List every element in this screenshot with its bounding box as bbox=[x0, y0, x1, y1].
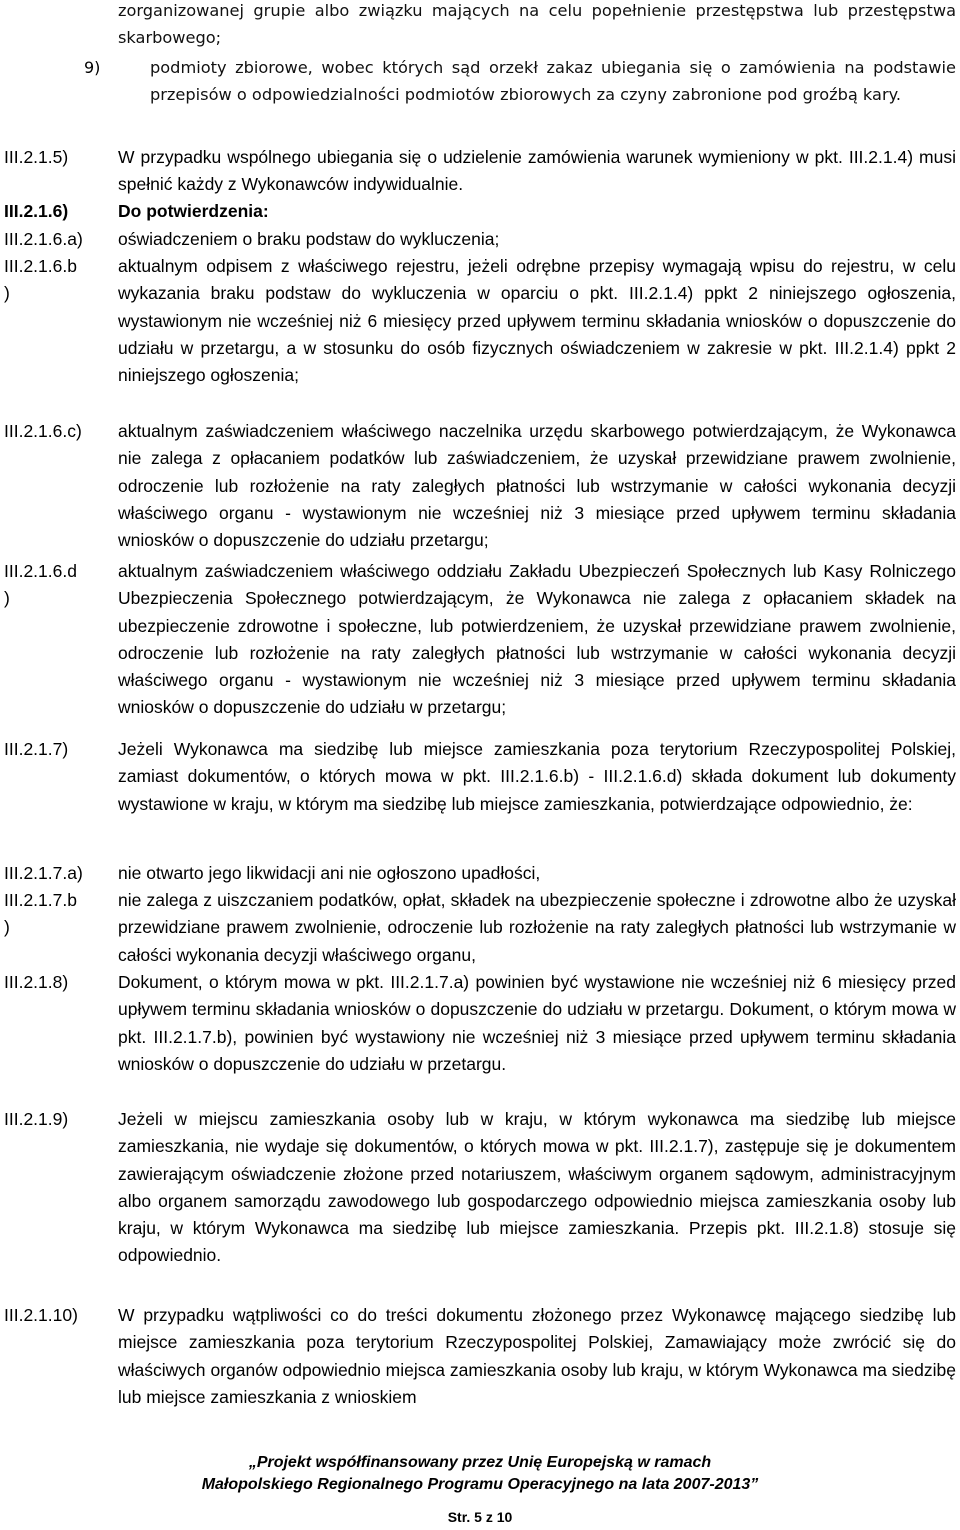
section-text: aktualnym zaświadczeniem właściwego naczelnika urzędu skarbowego potwierdzającym, że Wykonawca nie zalega z opłacaniem podatków lub zaświadczeniem, że uzyskał przewidziane prawem zwolnienie, odroczenie lub rozłożenie na raty zaległych płatności lub wstrzymanie w całości wykonania decyzji właściwego organu - wystawionym nie wcześniej niż 3 miesiące przed upływem terminu składania wniosków o dopuszczenie do udziału przetargu; bbox=[118, 421, 956, 551]
section-label: III.2.1.6.d ) bbox=[4, 561, 77, 609]
section-text: oświadczeniem o braku podstaw do wykluczenia; bbox=[118, 229, 500, 249]
item-9-text: podmioty zbiorowe, wobec których sąd orzekł zakaz ubiegania się o zamówienia na podstawie przepisów o odpowiedzialności podmiotów zbiorowych za czyny zabronione pod groźbą kary. bbox=[150, 58, 956, 104]
section-label: III.2.1.7) bbox=[4, 739, 69, 759]
section-text: Jeżeli w miejscu zamieszkania osoby lub w kraju, w którym wykonawca ma siedzibę lub miejsce zamieszkania, nie wydaje się dokumentów, o których mowa w pkt. III.2.1.7), zastępuje się je dokumentem zawierającym oświadczenie złożone przed notariuszem, właściwym organem sądowym, administracyjnym albo organem samorządu zawodowego lub gospodarczego odpowiednio miejsca zamieszkania osoby lub kraju, w którym Wykonawca ma siedzibę lub miejsce zamieszkania. Przepis pkt. III.2.1.8) stosuje się odpowiednio. bbox=[118, 1109, 956, 1266]
section-text: aktualnym odpisem z właściwego rejestru, jeżeli odrębne przepisy wymagają wpisu do rejestru, w celu wykazania braku podstaw do wykluczenia w oparciu o pkt. III.2.1.4) ppkt 2 niniejszego ogłoszenia, wystawionym nie wcześniej niż 6 miesięcy przed upływem terminu składania wniosków o dopuszczenie do udziału w przetargu, a w stosunku do osób fizycznych oświadczeniem w zakresie w pkt. III.2.1.4) ppkt 2 niniejszego ogłoszenia; bbox=[118, 256, 956, 386]
section-label: III.2.1.9) bbox=[4, 1109, 69, 1129]
item-9-number: 9) bbox=[84, 58, 101, 77]
section-label: III.2.1.5) bbox=[4, 147, 69, 167]
section-text: W przypadku wspólnego ubiegania się o udzielenie zamówienia warunek wymieniony w pkt. III.2.1.4) musi spełnić każdy z Wykonawców indywidualnie. bbox=[118, 147, 956, 195]
section-label: III.2.1.6.a) bbox=[4, 229, 83, 249]
section-label: III.2.1.7.a) bbox=[4, 863, 83, 883]
top-fragment: zorganizowanej grupie albo związku mających na celu popełnienie przestępstwa lub przestępstwa skarbowego; bbox=[118, 1, 956, 47]
section-label: III.2.1.6.c) bbox=[4, 421, 82, 441]
section-text: Do potwierdzenia: bbox=[118, 201, 269, 221]
section-label: III.2.1.10) bbox=[4, 1305, 78, 1325]
section-label: III.2.1.6) bbox=[4, 201, 69, 221]
section-label: III.2.1.8) bbox=[4, 972, 69, 992]
page-number: Str. 5 z 10 bbox=[447, 1509, 513, 1525]
section-label: III.2.1.7.b ) bbox=[4, 890, 77, 938]
footer-line-2: Małopolskiego Regionalnego Programu Operacyjnego na lata 2007-2013” bbox=[201, 1476, 759, 1493]
section-label: III.2.1.6.b ) bbox=[4, 256, 77, 304]
section-text: Dokument, o którym mowa w pkt. III.2.1.7.a) powinien być wystawione nie wcześniej niż 6 miesięcy przed upływem terminu składania wniosków o dopuszczenie do udziału w przetargu. Dokument, o którym mowa w pkt. III.2.1.7.b), powinien być wystawiony nie wcześniej niż 3 miesiące przed upływem terminu składania wniosków o dopuszczenie do udziału w przetargu. bbox=[118, 972, 956, 1074]
section-text: W przypadku wątpliwości co do treści dokumentu złożonego przez Wykonawcę mającego siedzibę lub miejsce zamieszkania poza terytorium Rzeczypospolitej Polskiej, Zamawiający może zwrócić się do właściwych organów odpowiednio miejsca zamieszkania osoby lub kraju, w którym Wykonawca ma siedzibę lub miejsce zamieszkania z wnioskiem bbox=[118, 1305, 956, 1407]
footer-line-1: „Projekt współfinansowany przez Unię Europejską w ramach bbox=[248, 1454, 712, 1471]
section-text: nie zalega z uiszczaniem podatków, opłat, składek na ubezpieczenie społeczne i zdrowotne albo że uzyskał przewidziane prawem zwolnienie, odroczenie lub rozłożenie na raty zaległych płatności lub wstrzymanie w całości wykonania decyzji właściwego organu, bbox=[118, 890, 956, 965]
section-text: Jeżeli Wykonawca ma siedzibę lub miejsce zamieszkania poza terytorium Rzeczypospolitej Polskiej, zamiast dokumentów, o których mowa w pkt. III.2.1.6.b) - III.2.1.6.d) składa dokument lub dokumenty wystawione w kraju, w którym ma siedzibę lub miejsce zamieszkania, potwierdzające odpowiednio, że: bbox=[118, 739, 956, 814]
section-text: aktualnym zaświadczeniem właściwego oddziału Zakładu Ubezpieczeń Społecznych lub Kasy Rolniczego Ubezpieczenia Społecznego potwierdzającym, że Wykonawca nie zalega z opłacaniem składek na ubezpieczenie zdrowotne i społeczne, lub potwierdzeniem, że uzyskał przewidziane prawem zwolnienie, odroczenie lub rozłożenie na raty zaległych płatności lub wstrzymanie w całości wykonania decyzji właściwego organu - wystawionym nie wcześniej niż 3 miesiące przed upływem terminu składania wniosków o dopuszczenie do udziału w przetargu; bbox=[118, 561, 956, 718]
section-text: nie otwarto jego likwidacji ani nie ogłoszono upadłości, bbox=[118, 863, 541, 883]
